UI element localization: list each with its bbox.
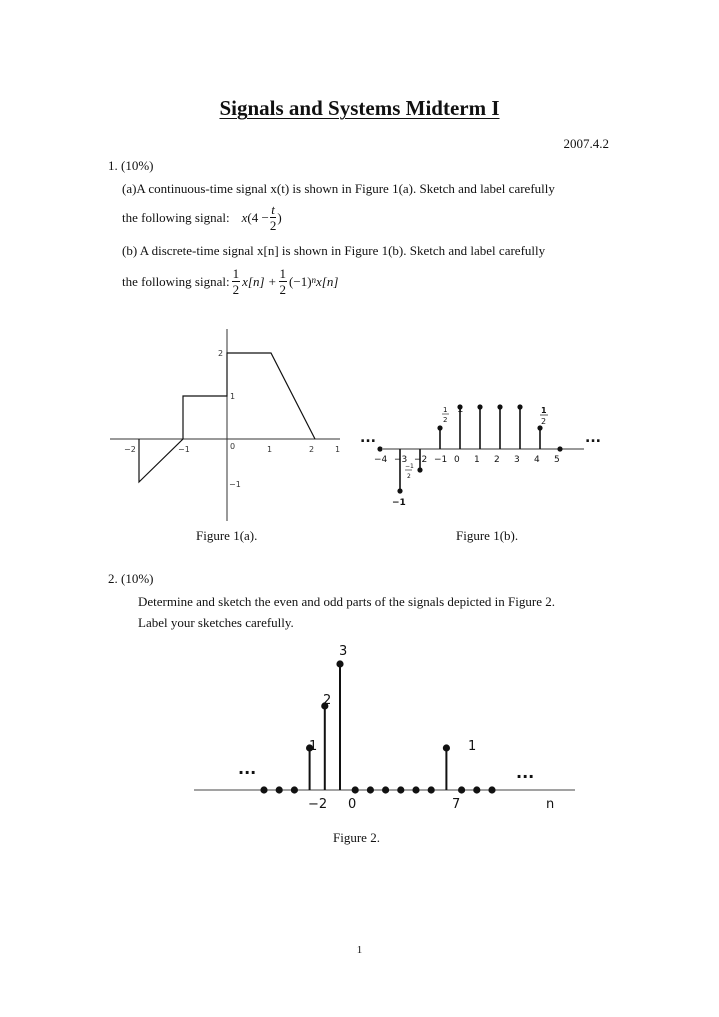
frac-den: 2 (279, 282, 287, 297)
fig1a-tick-y: 1 (230, 392, 236, 401)
fig2-zero-point (428, 786, 435, 793)
q2-heading: 2. (10%) (108, 571, 154, 586)
fig1b-point (477, 404, 482, 409)
fig1b-tick-x: 0 (454, 455, 460, 465)
expr-frac-half-2 (279, 267, 288, 296)
fig1b-label-neg-one: −1 (392, 498, 406, 508)
fig2-zero-point (352, 786, 359, 793)
fig2-zero-point (473, 786, 480, 793)
fig1b-point (557, 446, 562, 451)
figure-1a-caption: Figure 1(a). (196, 528, 258, 543)
fig1b-point (417, 467, 422, 472)
fig1b-label-half-num: 1 (443, 406, 448, 414)
exam-date: 2007.4.2 (563, 136, 609, 151)
fig1a-tick-x: −1 (178, 445, 190, 454)
fig1b-tick-x: 4 (534, 455, 540, 465)
expr-term2b: x[n] (316, 273, 339, 289)
fig2-zero-point (260, 786, 267, 793)
expr-term1: x[n] + (242, 273, 277, 289)
q1-part-b-signal (122, 267, 338, 296)
q1-heading: 1. (10%) (108, 158, 154, 173)
fig1b-tick-x: −4 (374, 455, 388, 465)
fig1b-point (397, 488, 402, 493)
expr-open: (4 − (247, 209, 269, 225)
expr-frac-t-2 (270, 203, 277, 232)
fig2-zero-point (367, 786, 374, 793)
q1-part-b-prefix: the following signal: (122, 273, 230, 289)
fig2-tick-x: −2 (308, 797, 328, 812)
fig1b-label-half-num: 1 (541, 406, 547, 415)
fig1b-ellipsis-right: ... (585, 430, 601, 446)
fig1b-label-neg-half-num: −1 (405, 463, 414, 470)
fig1b-point (497, 404, 502, 409)
figure-2-plot (190, 636, 585, 816)
fig1b-label-half-den: 2 (541, 417, 547, 426)
fig1b-point (437, 425, 442, 430)
fig1b-point (377, 446, 382, 451)
frac-num: t (271, 202, 275, 217)
fig1a-tick-y: 2 (218, 349, 224, 358)
fig1a-tick-x: −2 (124, 445, 136, 454)
fig2-tick-x: 0 (348, 797, 357, 812)
figure-1a-plot (108, 325, 348, 525)
figure-1b-caption: Figure 1(b). (456, 528, 519, 543)
fig1b-tick-x: 2 (494, 455, 500, 465)
q1-part-a-text: (a)A continuous-time signal x(t) is shown in Figure 1(a). Sketch and label carefully (122, 181, 555, 196)
fig2-value-label: 1 (468, 739, 477, 754)
expr-x: x (241, 209, 248, 225)
fig1b-ellipsis-left: ... (360, 430, 376, 446)
expr-frac-half-1 (232, 267, 241, 296)
expr-term2a: (−1) (289, 273, 312, 289)
fig2-zero-point (382, 786, 389, 793)
fig1b-tick-x: −1 (434, 455, 448, 465)
fig1b-tick-x: −2 (414, 455, 428, 465)
frac-num: 1 (232, 266, 240, 281)
fig1b-label-neg-half-den: 2 (407, 473, 411, 480)
q2-line2: Label your sketches carefully. (138, 615, 294, 630)
fig2-zero-point (412, 786, 419, 793)
figure-1b-plot (355, 398, 610, 513)
figure-2-caption: Figure 2. (333, 830, 380, 845)
fig1a-tick-x: 1 (267, 445, 273, 454)
fig2-point (443, 744, 450, 751)
fig1a-tick-x: 0 (230, 442, 236, 451)
fig1b-point (537, 425, 542, 430)
page-number: 1 (356, 944, 363, 956)
q1-part-a-signal (122, 203, 282, 232)
fig1b-point (517, 404, 522, 409)
fig2-value-label: 3 (339, 644, 348, 659)
q1-part-a-prefix: the following signal: (122, 209, 230, 225)
fig1b-tick-x: 1 (474, 455, 480, 465)
fig2-zero-point (397, 786, 404, 793)
fig1a-tick-x: 2 (309, 445, 315, 454)
fig1a-tick-x: 1 (335, 445, 341, 454)
fig1b-label-one: 1 (457, 404, 464, 415)
fig1b-tick-x: 5 (554, 455, 560, 465)
fig2-ellipsis-left: ... (238, 759, 257, 778)
fig2-tick-x: n (546, 797, 555, 812)
expr-sup: n (311, 274, 317, 285)
fig1b-tick-x: 3 (514, 455, 520, 465)
fig1a-tick-y: −1 (229, 480, 241, 489)
fig2-zero-point (276, 786, 283, 793)
fig1b-tick-x: −3 (394, 455, 408, 465)
frac-num: 1 (279, 266, 287, 281)
fig2-value-label: 1 (309, 739, 318, 754)
fig2-ellipsis-right: ... (516, 763, 535, 782)
fig2-tick-x: 7 (452, 797, 461, 812)
frac-den: 2 (232, 282, 240, 297)
frac-den: 2 (269, 218, 277, 233)
expr-close: ) (277, 209, 282, 225)
fig2-value-label: 2 (323, 693, 332, 708)
fig2-zero-point (458, 786, 465, 793)
q1-part-b-text: (b) A discrete-time signal x[n] is shown in Figure 1(b). Sketch and label carefully (122, 243, 546, 258)
fig2-point (336, 660, 343, 667)
fig2-zero-point (488, 786, 495, 793)
fig1b-label-half-den: 2 (443, 416, 448, 424)
page-title: Signals and Systems Midterm I (219, 96, 500, 120)
q2-line1: Determine and sketch the even and odd parts of the signals depicted in Figure 2. (138, 594, 555, 609)
fig2-zero-point (291, 786, 298, 793)
